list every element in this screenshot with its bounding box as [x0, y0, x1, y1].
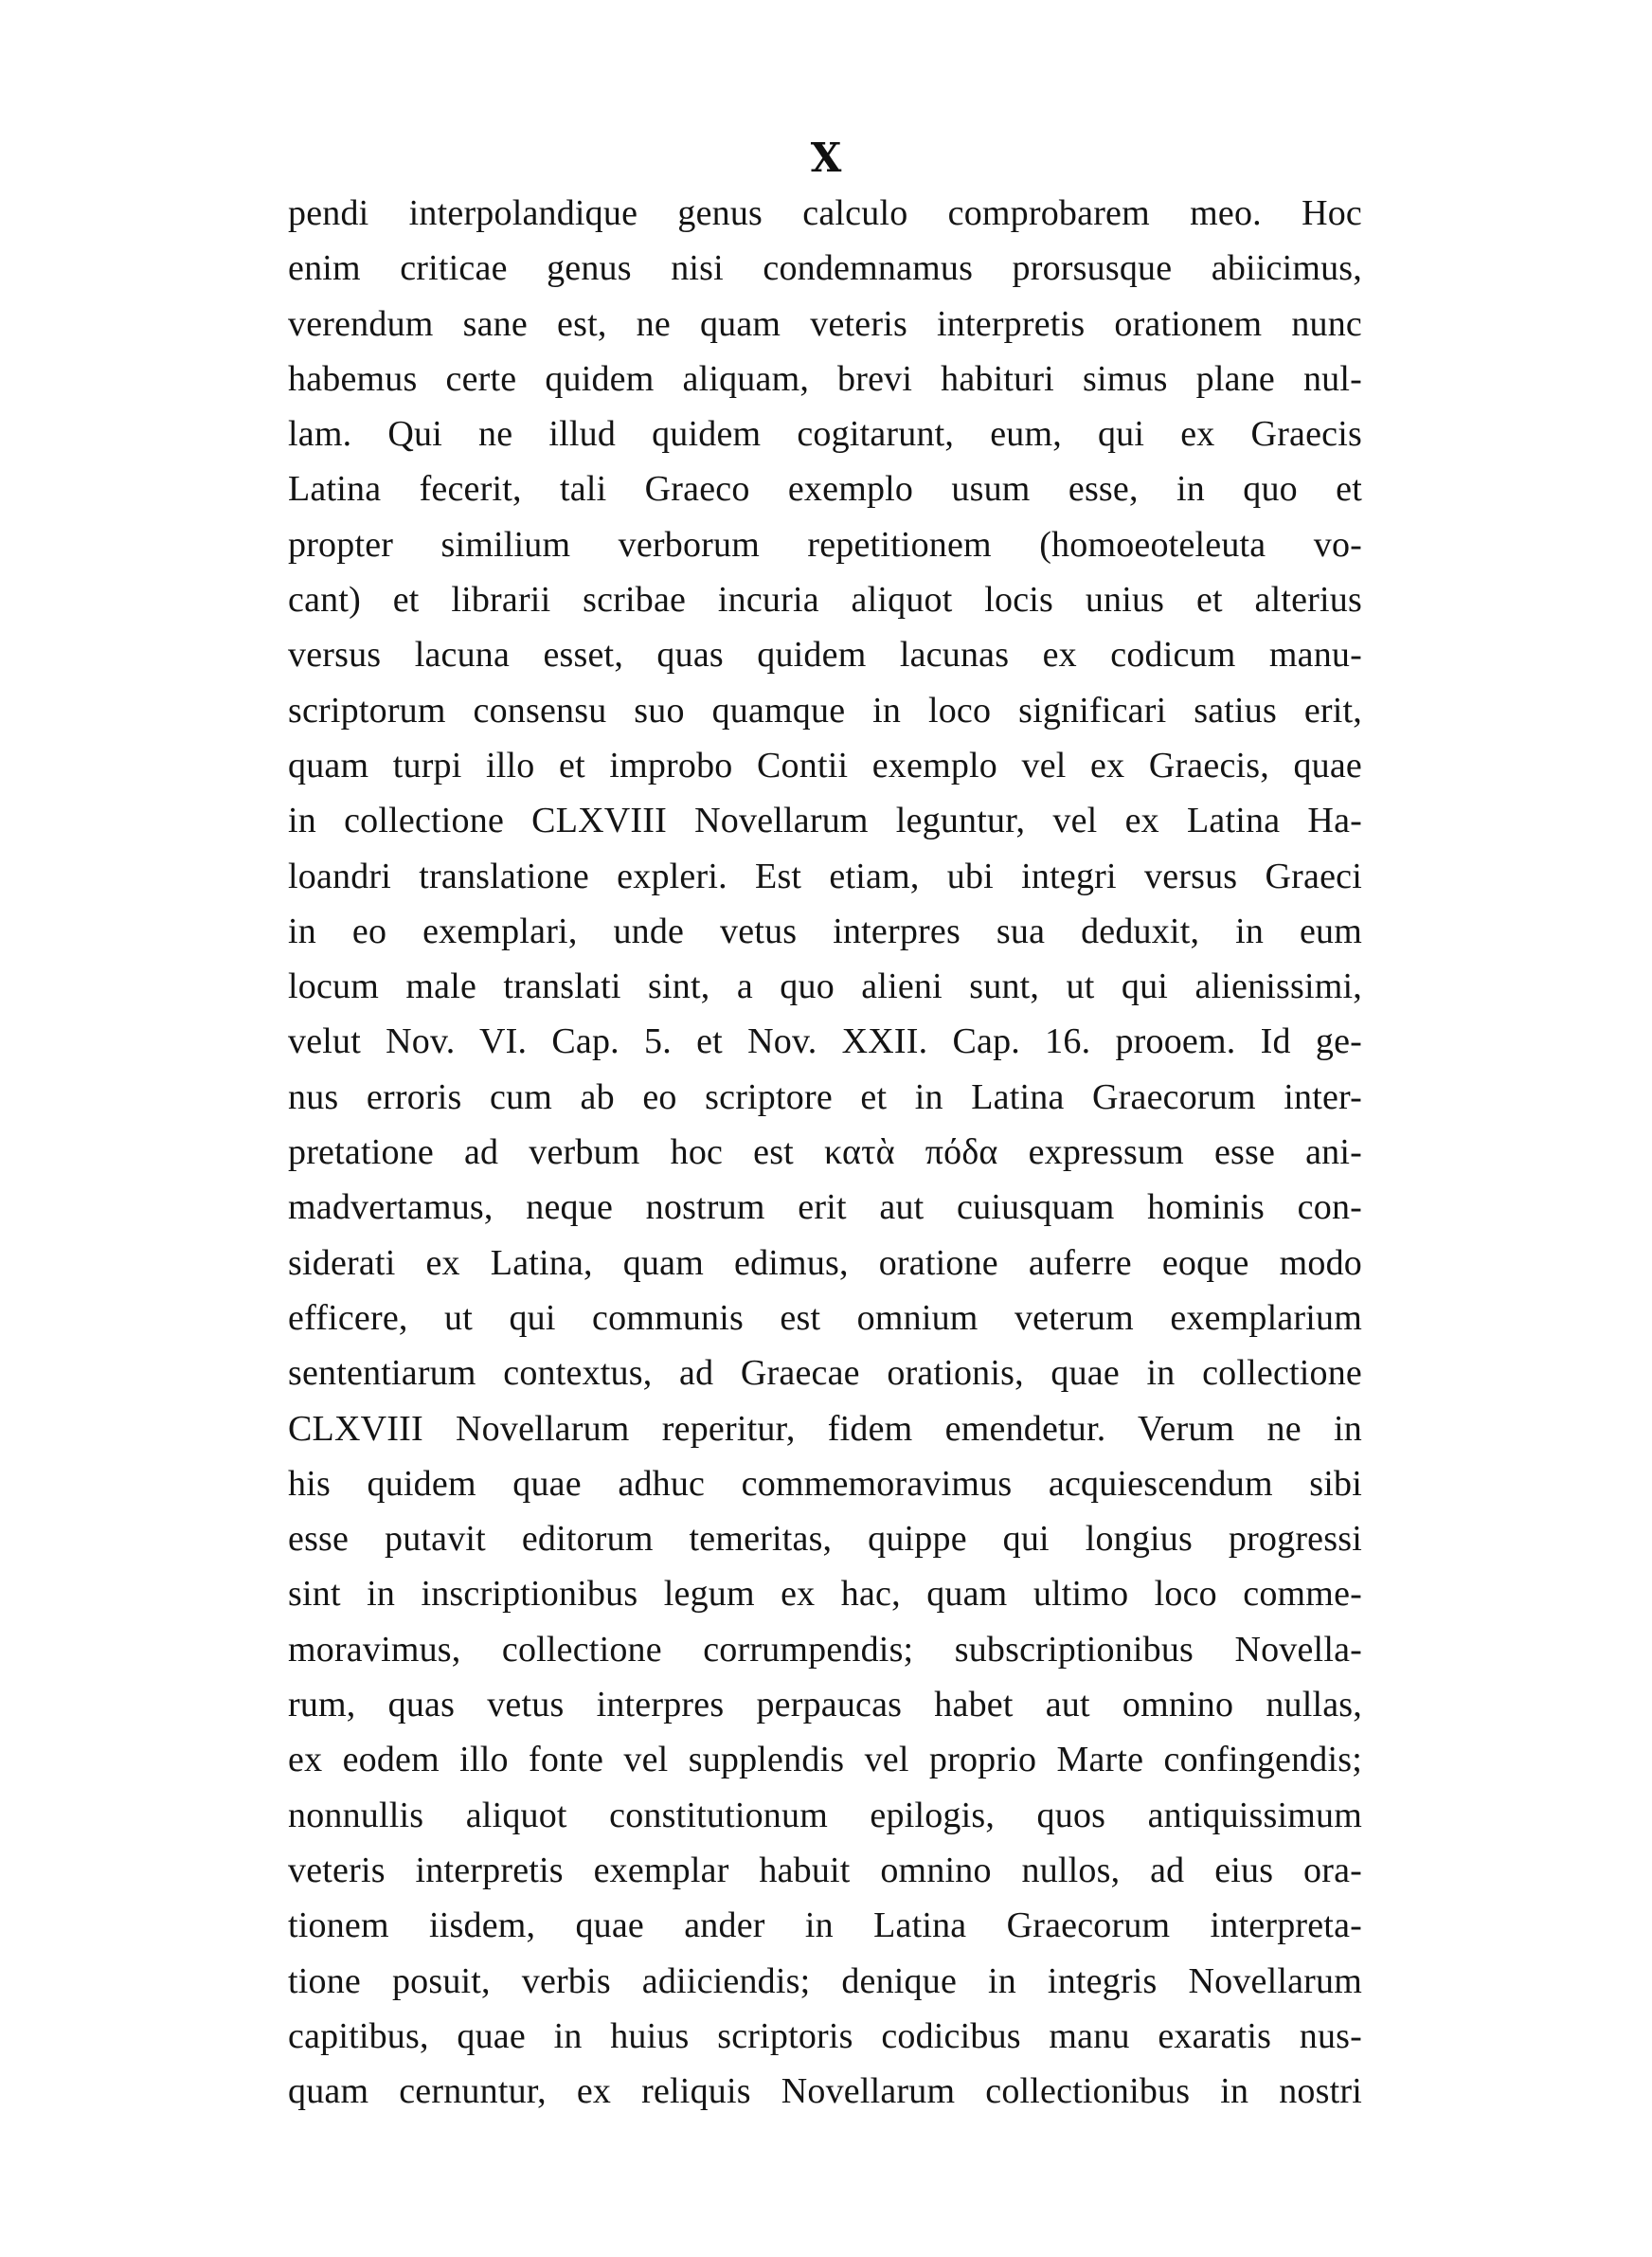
text-line: ex eodem illo fonte vel supplendis vel proprio Marte confingendis;	[288, 1740, 1362, 1780]
text-line: velut Nov. VI. Cap. 5. et Nov. XXII. Cap. 16. prooem. Id ge-	[288, 1021, 1362, 1062]
text-line: quam cernuntur, ex reliquis Novellarum collectionibus in nostri	[288, 2071, 1362, 2112]
text-line: habemus certe quidem aliquam, brevi habituri simus plane nul-	[288, 358, 1362, 399]
text-line: lam. Qui ne illud quidem cogitarunt, eum, qui ex Graecis	[288, 414, 1362, 455]
text-line: efficere, ut qui communis est omnium veterum exemplarium	[288, 1297, 1362, 1338]
text-line: propter similium verborum repetitionem (homoeoteleuta vo-	[288, 524, 1362, 565]
text-line: tionem iisdem, quae ander in Latina Graecorum interpreta-	[288, 1905, 1362, 1946]
text-line: esse putavit editorum temeritas, quippe qui longius progressi	[288, 1519, 1362, 1560]
text-line: Latina fecerit, tali Graeco exemplo usum esse, in quo et	[288, 469, 1362, 510]
text-line: CLXVIII Novellarum reperitur, fidem emendetur. Verum ne in	[288, 1408, 1362, 1449]
text-line: versus lacuna esset, quas quidem lacunas ex codicum manu-	[288, 635, 1362, 676]
text-line: enim criticae genus nisi condemnamus prorsusque abiicimus,	[288, 248, 1362, 289]
text-line: in collectione CLXVIII Novellarum leguntur, vel ex Latina Ha-	[288, 801, 1362, 841]
text-line: madvertamus, neque nostrum erit aut cuiusquam hominis con-	[288, 1187, 1362, 1228]
text-line: capitibus, quae in huius scriptoris codicibus manu exaratis nus-	[288, 2015, 1362, 2056]
text-line: cant) et librarii scribae incuria aliquot locis unius et alterius	[288, 580, 1362, 621]
text-line: siderati ex Latina, quam edimus, oratione auferre eoque modo	[288, 1242, 1362, 1283]
text-line: tione posuit, verbis adiiciendis; denique in integris Novellarum	[288, 1960, 1362, 2001]
text-line: nonnullis aliquot constitutionum epilogis, quos antiquissimum	[288, 1795, 1362, 1835]
text-line: sint in inscriptionibus legum ex hac, quam ultimo loco comme-	[288, 1574, 1362, 1615]
text-line: quam turpi illo et improbo Contii exemplo vel ex Graecis, quae	[288, 745, 1362, 785]
text-line: rum, quas vetus interpres perpaucas habet aut omnino nullas,	[288, 1685, 1362, 1725]
text-line: scriptorum consensu suo quamque in loco significari satius erit,	[288, 690, 1362, 731]
body-text	[288, 186, 1362, 2119]
text-line: moravimus, collectione corrumpendis; subscriptionibus Novella-	[288, 1629, 1362, 1670]
text-line: locum male translati sint, a quo alieni sunt, ut qui alienissimi,	[288, 966, 1362, 1007]
text-line: veteris interpretis exemplar habuit omnino nullos, ad eius ora-	[288, 1850, 1362, 1890]
text-line: verendum sane est, ne quam veteris interpretis orationem nunc	[288, 303, 1362, 344]
text-line: sententiarum contextus, ad Graecae orationis, quae in collectione	[288, 1353, 1362, 1394]
page-number: X	[810, 135, 842, 181]
text-line: loandri translatione expleri. Est etiam, ubi integri versus Graeci	[288, 856, 1362, 896]
text-line: pretatione ad verbum hoc est κατὰ πόδα expressum esse ani-	[288, 1132, 1362, 1173]
text-line: his quidem quae adhuc commemoravimus acquiescendum sibi	[288, 1463, 1362, 1504]
text-line: nus erroris cum ab eo scriptore et in Latina Graecorum inter-	[288, 1076, 1362, 1117]
text-line: pendi interpolandique genus calculo comprobarem meo. Hoc	[288, 193, 1362, 233]
text-line: in eo exemplari, unde vetus interpres sua deduxit, in eum	[288, 911, 1362, 951]
